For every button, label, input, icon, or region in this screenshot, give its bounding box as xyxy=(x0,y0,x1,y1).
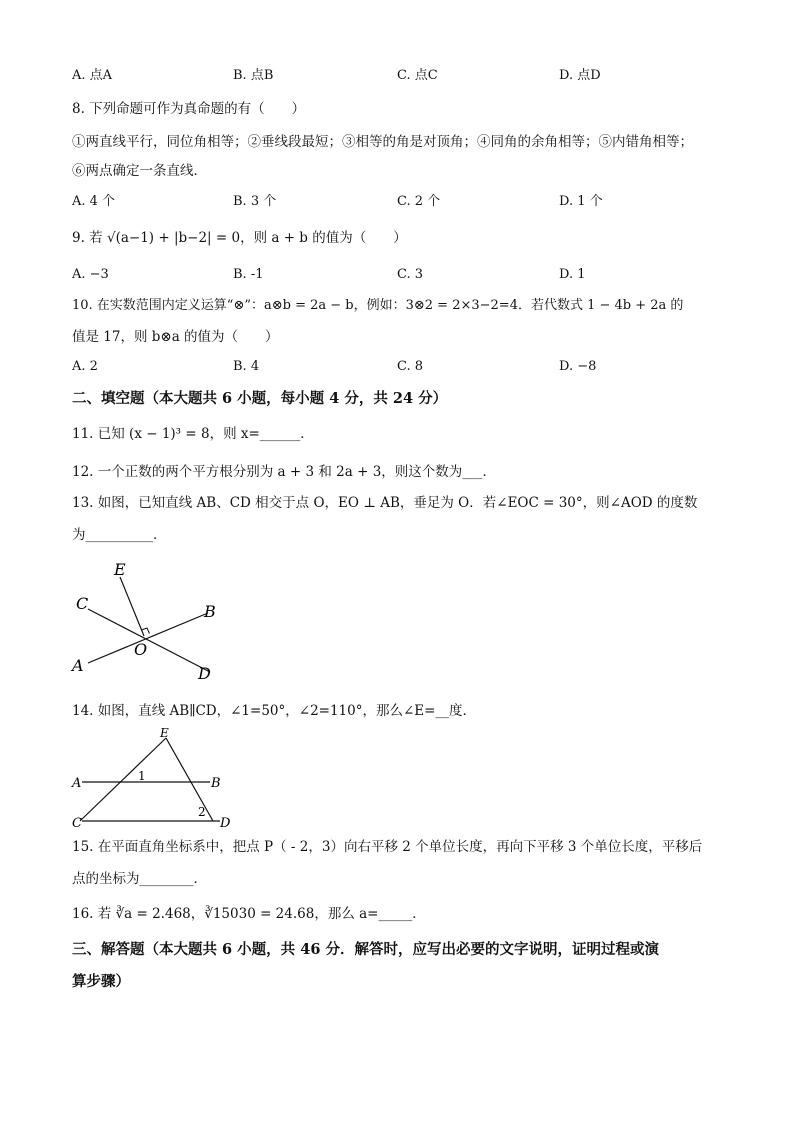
line-ab xyxy=(88,613,208,663)
q9-option-d: D. 1 xyxy=(559,267,586,282)
q12-stem: 12. 一个正数的两个平方根分别为 a + 3 和 2a + 3，则这个数为___． xyxy=(72,464,497,480)
label-b: B xyxy=(204,602,216,621)
q13-stem-line2: 为__________． xyxy=(72,527,167,543)
label-d: D xyxy=(220,816,231,831)
label-c: C xyxy=(72,816,82,831)
label-c: C xyxy=(76,594,89,613)
label-o: O xyxy=(134,640,148,659)
q8-statements-line2: ⑥两点确定一条直线． xyxy=(72,163,207,179)
q9-option-a: A. −3 xyxy=(72,267,109,282)
section-solve-heading-line1: 三、解答题（本大题共 6 小题，共 46 分．解答时，应写出必要的文字说明，证明过程或演 xyxy=(72,941,659,958)
q8-stem: 8. 下列命题可作为真命题的有（ ） xyxy=(72,101,306,117)
q10-option-d: D. −8 xyxy=(559,359,597,374)
q10-option-b: B. 4 xyxy=(233,359,260,374)
q13-stem-line1: 13. 如图，已知直线 AB、CD 相交于点 O，EO ⊥ AB，垂足为 O．若∠EOC = 30°，则∠AOD 的度数 xyxy=(72,495,698,511)
q8-option-c: C. 2 个 xyxy=(397,194,441,209)
q14-figure xyxy=(68,725,243,835)
q10-option-c: C. 8 xyxy=(397,359,424,374)
label-b: B xyxy=(211,776,221,791)
q7-option-d: D. 点D xyxy=(559,68,601,83)
q7-option-c: C. 点C xyxy=(397,68,438,83)
q15-stem-line1: 15. 在平面直角坐标系中，把点 P（ - 2，3）向右平移 2 个单位长度，再向下平移 3 个单位长度，平移后 xyxy=(72,839,703,855)
label-e: E xyxy=(114,560,126,579)
q13-figure xyxy=(68,555,228,685)
angle-2-label: 2 xyxy=(198,805,206,819)
q15-stem-line2: 点的坐标为________． xyxy=(72,871,207,887)
label-a: A xyxy=(72,656,84,675)
label-e: E xyxy=(160,726,169,740)
angle-1-label: 1 xyxy=(138,769,146,783)
q10-stem-line2: 值是 17，则 b⊗a 的值为（ ） xyxy=(72,329,279,345)
q8-option-a: A. 4 个 xyxy=(72,194,116,209)
q8-option-b: B. 3 个 xyxy=(233,194,277,209)
q7-option-a: A. 点A xyxy=(72,68,113,83)
line-ed xyxy=(166,738,213,821)
q10-option-a: A. 2 xyxy=(72,359,98,374)
q14-stem: 14. 如图，直线 AB∥CD，∠1=50°，∠2=110°，那么∠E=__度． xyxy=(72,703,476,719)
q11-stem: 11. 已知 (x − 1)³ = 8，则 x=______． xyxy=(72,426,314,442)
q8-statements-line1: ①两直线平行，同位角相等；②垂线段最短；③相等的角是对顶角；④同角的余角相等；⑤内错角相等； xyxy=(72,134,693,150)
line-cd xyxy=(88,609,210,672)
line-ec xyxy=(80,738,166,821)
q8-option-d: D. 1 个 xyxy=(559,194,603,209)
q9-option-c: C. 3 xyxy=(397,267,424,282)
section-fill-in-heading: 二、填空题（本大题共 6 小题，每小题 4 分，共 24 分） xyxy=(72,390,448,407)
label-a: A xyxy=(72,776,82,791)
q7-option-b: B. 点B xyxy=(233,68,274,83)
section-solve-heading-line2: 算步骤） xyxy=(72,973,130,990)
q9-option-b: B. -1 xyxy=(233,267,264,282)
q9-stem: 9. 若 √(a−1) + |b−2| = 0，则 a + b 的值为（ ） xyxy=(72,230,407,246)
q10-stem-line1: 10. 在实数范围内定义运算“⊗”：a⊗b = 2a − b，例如：3⊗2 = 2×3−2=4．若代数式 1 − 4b + 2a 的 xyxy=(72,298,684,313)
q16-stem: 16. 若 ∛a = 2.468，∛15030 = 24.68，那么 a=_____． xyxy=(72,906,426,922)
label-d: D xyxy=(198,664,211,683)
